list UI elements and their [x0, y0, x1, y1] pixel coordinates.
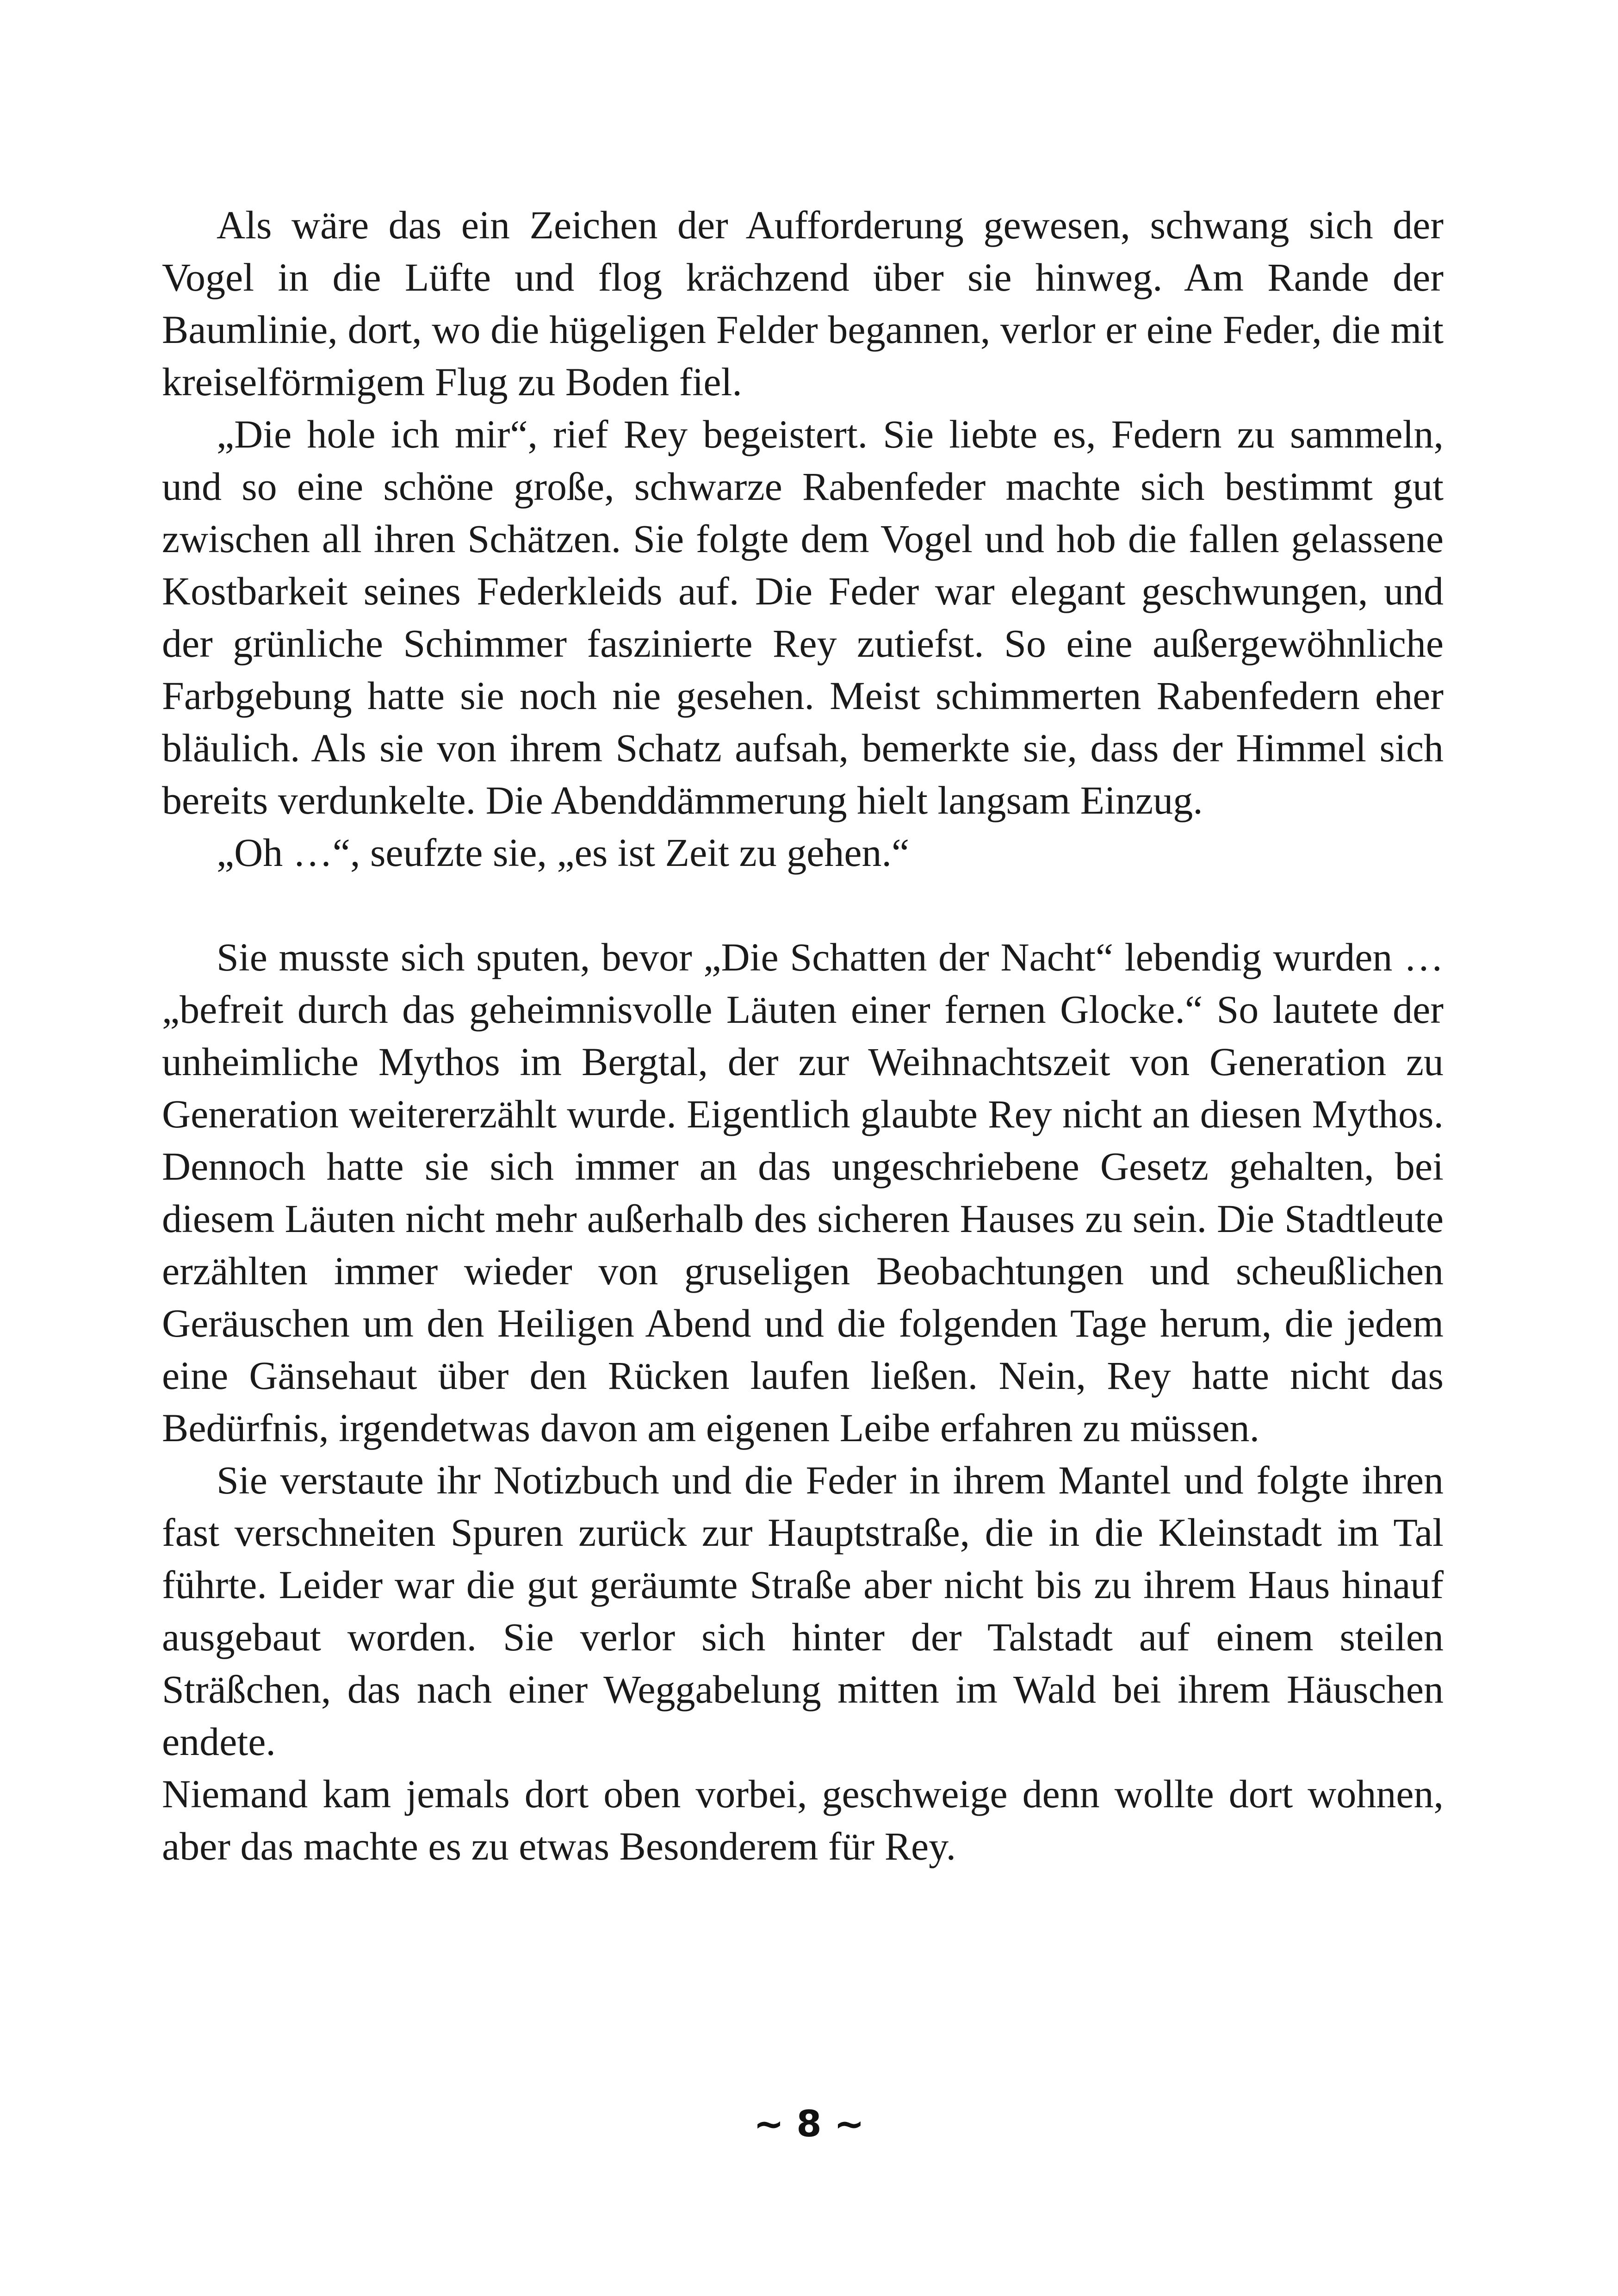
paragraph: „Die hole ich mir“, rief Rey begeistert. Sie liebte es, Federn zu sammeln, und so eine schöne große, schwarze Rabenfeder machte sich bestimmt gut zwischen all ihren Schätzen. Sie folgte dem Vogel und hob die fallen gelassene Kostbarkeit seines Federkleids auf. Die Feder war elegant geschwungen, und der grünliche Schimmer faszinierte Rey zutiefst. So eine außergewöhnliche Farbgebung hatte sie noch nie gesehen. Meist schimmerten Rabenfedern eher bläulich. Als sie von ihrem Schatz aufsah, bemerkte sie, dass der Himmel sich bereits verdunkelte. Die Abenddämmerung hielt langsam Einzug. [162, 412, 1444, 822]
paragraph: Als wäre das ein Zeichen der Aufforderung gewesen, schwang sich der Vogel in die Lüfte und flog krächzend über sie hinweg. Am Rande der Baumlinie, dort, wo die hügeligen Felder begannen, verlor er eine Feder, die mit kreiselförmigem Flug zu Boden fiel. [162, 203, 1444, 404]
paragraph: Sie verstaute ihr Notizbuch und die Feder in ihrem Mantel und folgte ihren fast verschneiten Spuren zurück zur Hauptstraße, die in die Kleinstadt im Tal führte. Leider war die gut geräumte Straße aber nicht bis zu ihrem Haus hinauf ausgebaut worden. Sie verlor sich hinter der Talstadt auf einem steilen Sträßchen, das nach einer Weggabelung mitten im Wald bei ihrem Häuschen endete. [162, 1458, 1444, 1764]
section-break [162, 879, 1444, 931]
paragraph: Niemand kam jemals dort oben vorbei, geschweige denn wollte dort wohnen, aber das machte es zu etwas Besonderem für Rey. [162, 1772, 1444, 1868]
paragraph: Sie musste sich sputen, bevor „Die Schatten der Nacht“ lebendig wurden … „befreit durch das geheimnisvolle Läuten einer fernen Glocke.“ So lautete der unheimliche Mythos im Bergtal, der zur Weihnachtszeit von Generation zu Generation weitererzählt wurde. Eigentlich glaubte Rey nicht an diesen Mythos. Dennoch hatte sie sich immer an das ungeschriebene Gesetz gehalten, bei diesem Läuten nicht mehr außerhalb des sicheren Hauses zu sein. Die Stadtleute erzählten immer wieder von gruseligen Beobachtungen und scheußlichen Geräuschen um den Heiligen Abend und die folgenden Tage herum, die jedem eine Gänsehaut über den Rücken laufen ließen. Nein, Rey hatte nicht das Bedürfnis, irgendetwas davon am eigenen Leibe erfahren zu müssen. [162, 935, 1444, 1450]
page-body [162, 199, 1444, 1873]
page-number: ~ 8 ~ [753, 2103, 865, 2145]
paragraph: „Oh …“, seufzte sie, „es ist Zeit zu gehen.“ [217, 830, 910, 875]
